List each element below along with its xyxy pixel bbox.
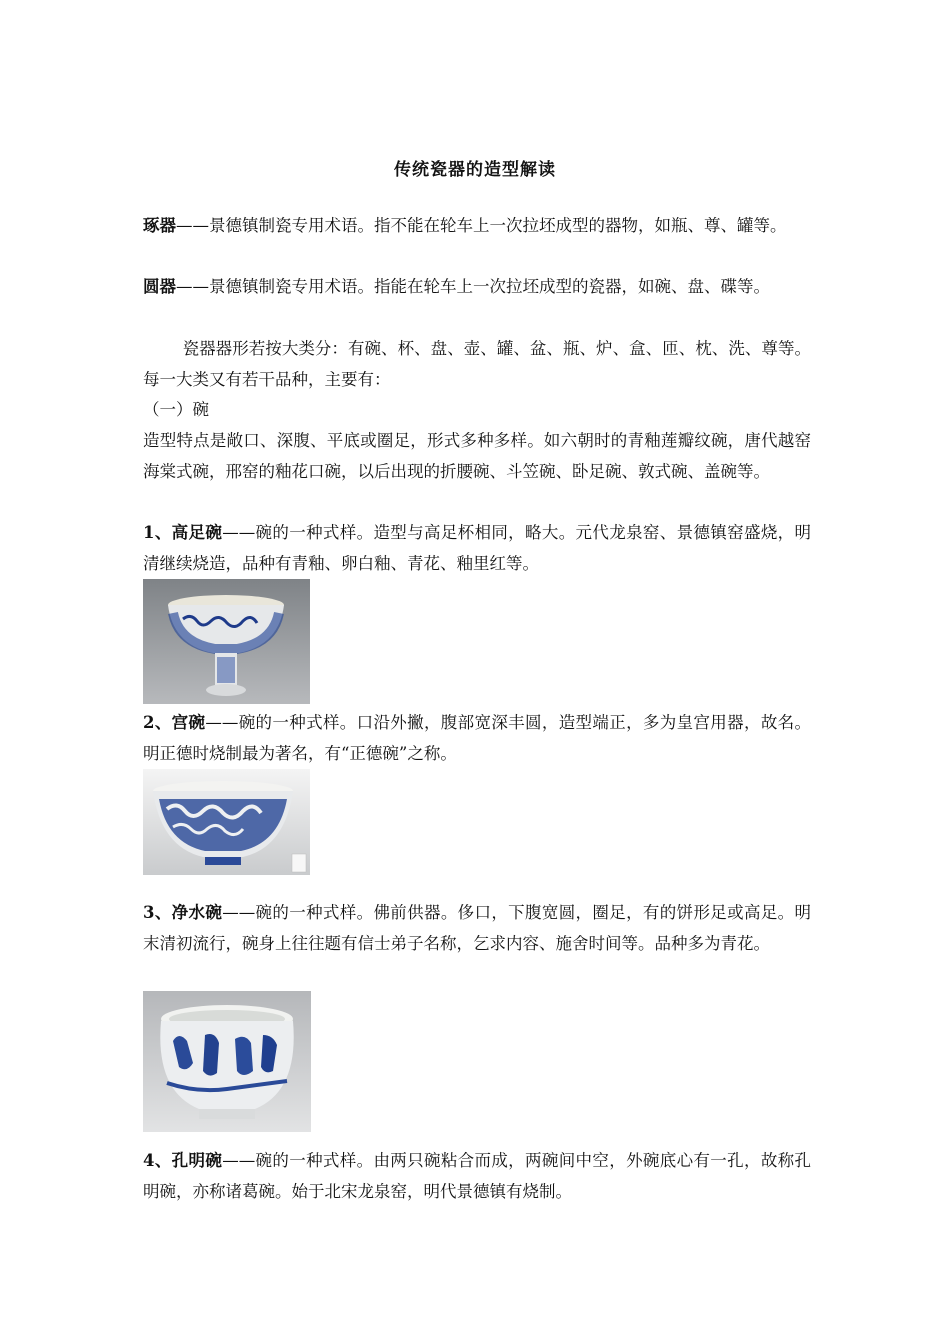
item-gongwan-text: ——碗的一种式样。口沿外撇，腹部宽深丰圆，造型端正，多为皇宫用器，故名。明正德时烧制最为著名，有“正德碗”之称。 — [143, 713, 812, 763]
paragraph-zhuoqi — [143, 210, 811, 241]
item-jingshuiwan-num: 3、 — [143, 903, 172, 922]
item-gongwan-term: 宫碗 — [171, 713, 206, 732]
item-gongwan — [143, 707, 811, 769]
item-gaozuwan — [143, 517, 811, 579]
item-gaozuwan-term: 高足碗 — [171, 523, 223, 542]
term-yuanqi: 圆器 — [143, 277, 176, 296]
page-title: 传统瓷器的造型解读 — [394, 160, 556, 180]
photo-water-bowl — [143, 991, 311, 1132]
item-kongmingwan-text: ——碗的一种式样。由两只碗粘合而成，两碗间中空，外碗底心有一孔，故称孔明碗，亦称诸葛碗。始于北宋龙泉窑，明代景德镇有烧制。 — [143, 1151, 812, 1201]
paragraph-yuanqi — [143, 271, 811, 302]
item-gongwan-num: 2、 — [143, 713, 172, 732]
term-zhuoqi: 琢器 — [143, 216, 176, 235]
item-jingshuiwan-term: 净水碗 — [171, 903, 223, 922]
paragraph-categories: 瓷器器形若按大类分：有碗、杯、盘、壶、罐、盆、瓶、炉、盒、匝、枕、洗、尊等。每一大类又有若干品种，主要有： — [143, 339, 811, 389]
photo-palace-bowl — [143, 769, 310, 875]
photo-stem-bowl — [143, 579, 310, 704]
item-kongmingwan — [143, 1145, 811, 1207]
text-yuanqi: ——景德镇制瓷专用术语。指能在轮车上一次拉坯成型的瓷器，如碗、盘、碟等。 — [176, 277, 770, 296]
item-jingshuiwan-text: ——碗的一种式样。佛前供器。侈口，下腹宽圆，圈足，有的饼形足或高足。明末清初流行，碗身上往往题有信士弟子名称，乞求内容、施舍时间等。品种多为青花。 — [143, 903, 812, 953]
section-heading-bowl: （一）碗 — [143, 400, 209, 419]
text-zhuoqi: ——景德镇制瓷专用术语。指不能在轮车上一次拉坯成型的器物，如瓶、尊、罐等。 — [176, 216, 787, 235]
item-kongmingwan-term: 孔明碗 — [171, 1151, 223, 1170]
paragraph-bowl-intro: 造型特点是敞口、深腹、平底或圈足，形式多种多样。如六朝时的青釉莲瓣纹碗，唐代越窑海棠式碗，邢窑的釉花口碗，以后出现的折腰碗、斗笠碗、卧足碗、敦式碗、盖碗等。 — [143, 431, 811, 481]
item-jingshuiwan — [143, 897, 811, 959]
item-gaozuwan-num: 1、 — [143, 523, 172, 542]
item-gaozuwan-text: ——碗的一种式样。造型与高足杯相同，略大。元代龙泉窑、景德镇窑盛烧，明清继续烧造，品种有青釉、卵白釉、青花、釉里红等。 — [143, 523, 812, 573]
item-kongmingwan-num: 4、 — [143, 1151, 172, 1170]
